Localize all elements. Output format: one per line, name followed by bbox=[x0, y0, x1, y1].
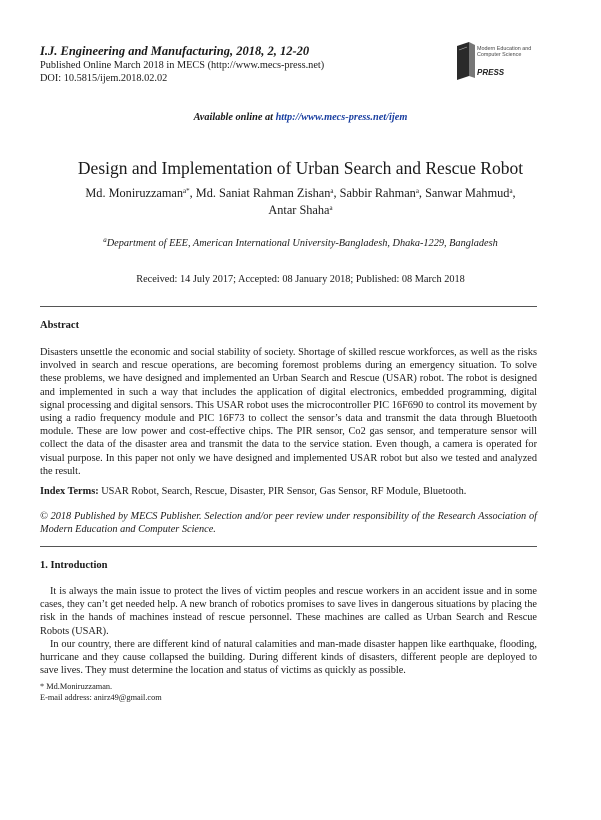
journal-link[interactable]: http://www.mecs-press.net/ijem bbox=[275, 112, 408, 123]
book-icon bbox=[455, 42, 477, 82]
divider bbox=[40, 306, 537, 307]
author-name: Md. Moniruzzaman bbox=[85, 186, 184, 200]
section-heading: 1. Introduction bbox=[40, 560, 108, 571]
author-mark: a bbox=[509, 187, 513, 195]
author-name: Antar Shaha bbox=[268, 202, 330, 217]
publication-info: Published Online March 2018 in MECS (http://www.mecs-press.net) bbox=[40, 60, 325, 71]
affiliation-mark: a bbox=[103, 236, 107, 244]
divider bbox=[40, 546, 537, 547]
author-mark: a bbox=[415, 187, 419, 195]
logo-text: Modern Education and Computer Science bbox=[477, 46, 532, 59]
footnote bbox=[40, 681, 162, 703]
author-name: Sanwar Mahmud bbox=[425, 186, 510, 200]
doi: DOI: 10.5815/ijem.2018.02.02 bbox=[40, 73, 168, 84]
affiliation-text: Department of EEE, American International University-Bangladesh, Dhaka-1229, Bangladesh bbox=[106, 238, 498, 249]
availability-label: Available online at bbox=[193, 112, 276, 123]
author-mark: a bbox=[329, 203, 333, 212]
affiliation bbox=[0, 238, 601, 249]
availability-line bbox=[0, 112, 601, 123]
logo-press: PRESS bbox=[477, 68, 505, 77]
received-dates: Received: 14 July 2017; Accepted: 08 January 2018; Published: 08 March 2018 bbox=[136, 274, 465, 285]
copyright-notice: © 2018 Published by MECS Publisher. Selection and/or peer review under responsibility of the Research Association of Modern Education and Computer Science. bbox=[40, 511, 537, 536]
abstract-heading: Abstract bbox=[40, 320, 80, 331]
index-terms-label: Index Terms: bbox=[40, 486, 99, 497]
publisher-logo bbox=[455, 36, 565, 94]
footnote-email: E-mail address: anirz49@gmail.com bbox=[40, 693, 162, 702]
index-terms bbox=[40, 486, 537, 497]
intro-paragraph: In our country, there are different kind of natural calamities and man-made disaster happen like earthquake, flooding, hurricane and they cause collapsed the building. During different kinds of disasters, different people are deployed to save lives. They must determine the location and status of victims as quickly as possible. bbox=[40, 639, 537, 677]
author-name: Sabbir Rahman bbox=[339, 186, 416, 200]
footnote-author: * Md.Moniruzzaman. bbox=[40, 682, 113, 691]
author-name: Md. Saniat Rahman Zishan bbox=[195, 186, 331, 200]
journal-citation: I.J. Engineering and Manufacturing, 2018, 2, 12-20 bbox=[40, 44, 310, 58]
author-mark: a bbox=[330, 187, 334, 195]
abstract-text: Disasters unsettle the economic and social stability of society. Shortage of skilled rescue workforces, as well as the risks involved in search and rescue operations, are becoming foremost problems during an emergency situation. To solve these problems, we have designed and implemented an Urban Search and Rescue (USAR) robot. The robot is designed and implemented in such a way that includes the application of digital electronics, embedded programming, digital signal processing and digital sensors. This USAR robot uses the microcontroller PIC 16F690 to control its movement by using a radio frequency module and PIC 16F73 to collect the sensor’s data and transmit the data through Bluetooth module. These are low power and cost-effective chips. The PIR sensor, Co2 gas sensor, and temperature sensor will collect the data of the disaster area and transmit the data to the service station. Even though, a camera is operated for visual purpose. In this paper not only we have designed and implemented USAR robot but also we tested and analyzed the result. bbox=[40, 347, 537, 477]
index-terms-text: USAR Robot, Search, Rescue, Disaster, PIR Sensor, Gas Sensor, RF Module, Bluetooth. bbox=[98, 486, 467, 497]
intro-paragraph: It is always the main issue to protect the lives of victim peoples and rescue workers in an accident issue and in some cases, they can’t get needed help. A new branch of robotics promises to save lives in dangerous situations by placing the risk in the hands of machines instead of rescue personnel. These machines are called as Urban Search and Rescue Robots (USAR). bbox=[40, 586, 537, 637]
author-mark: a* bbox=[183, 187, 190, 195]
paper-title: Design and Implementation of Urban Search and Rescue Robot bbox=[77, 158, 524, 178]
author-list: Md. Moniruzzaman$^{a*}$, Md. Saniat Rahman Zishan$^a$, Sabbir Rahman$^a$, Sanwar Mahmud$^a$, Antar Shaha$^a$ bbox=[85, 186, 516, 217]
